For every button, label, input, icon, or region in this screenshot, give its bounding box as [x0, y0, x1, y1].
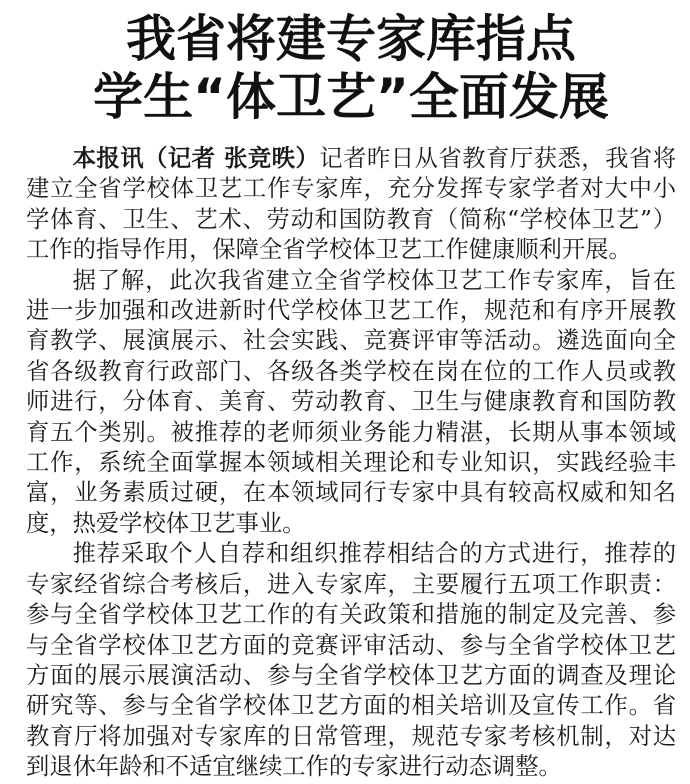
paragraph-3: 推荐采取个人自荐和组织推荐相结合的方式进行，推荐的专家经省综合考核后，进入专家库，主要履行五项工作职责：参与全省学校体卫艺工作的有关政策和措施的制定及完善、参与全省学校体卫艺方面的竞赛评审活动、参与全省学校体卫艺方面的展示展演活动、参与全省学校体卫艺方面的调查及理论研究等、参与全省学校体卫艺方面的相关培训及宣传工作。省教育厅将加强对专家库的日常管理，规范专家考核机制，对达到退休年龄和不适宜继续工作的专家进行动态调整。 [26, 540, 676, 781]
headline-line-1: 我省将建专家库指点 [126, 10, 576, 68]
paragraph-2: 据了解，此次我省建立全省学校体卫艺工作专家库，旨在进一步加强和改进新时代学校体卫艺工作，规范和有序开展教育教学、展演展示、社会实践、竞赛评审等活动。遴选面向全省各级教育行政部门、各级各类学校在岗在位的工作人员或教师进行，分体育、美育、劳动教育、卫生与健康教育和国防教育五个类别。被推荐的老师须业务能力精湛，长期从事本领域工作，系统全面掌握本领域相关理论和专业知识，实践经验丰富，业务素质过硬，在本领域同行专家中具有较高权威和知名度，热爱学校体卫艺事业。 [26, 266, 676, 537]
article-body [26, 144, 676, 783]
paragraph-1-text: 记者昨日从省教育厅获悉，我省将建立全省学校体卫艺工作专家库，充分发挥专家学者对大中小学体育、卫生、艺术、劳动和国防教育（简称“学校体卫艺”）工作的指导作用，保障全省学校体卫艺工作健康顺利开展。 [26, 145, 676, 264]
headline-line-2: 学生“体卫艺”全面发展 [93, 68, 609, 126]
headline [26, 0, 676, 126]
byline: 本报讯（记者 张竞昳） [72, 145, 320, 172]
paragraph-1 [26, 144, 676, 266]
